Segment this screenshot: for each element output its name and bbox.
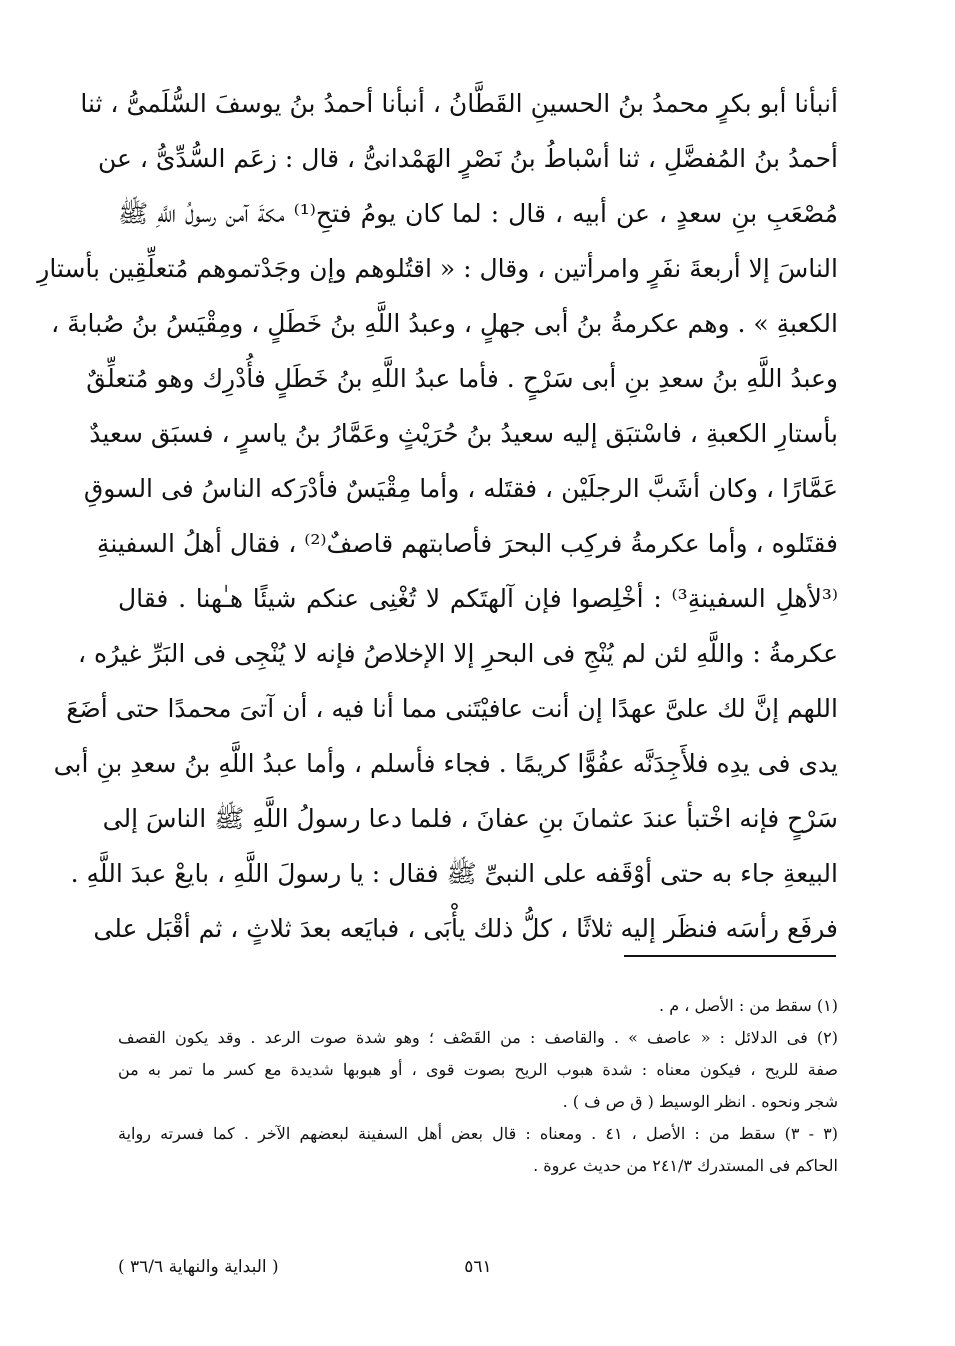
main-text-block (37, 76, 838, 956)
text-line: الناسَ إلا أربعةَ نفَرٍ وامرأتين ، وقال : « اقتُلوهم وإن وجَدْتموهم مُتعلِّقِين بأستارِ (37, 254, 838, 283)
footnotes-block (118, 990, 838, 1182)
footnote-line: (١) سقط من : الأصل ، م . (659, 996, 838, 1015)
footnote-line: شجر ونحوه . انظر الوسيط ( ق ص ف ) . (562, 1092, 838, 1111)
text-line: اللهم إنَّ لك علىَّ عهدًا إن أنت عافيْتَنى مما أنا فيه ، أن آتىَ محمدًا حتى أضَعَ (66, 694, 838, 723)
source-reference: ( البداية والنهاية ٣٦/٦ ) (118, 1257, 279, 1277)
text-line: البيعةِ جاء به حتى أوْقَفه على النبىِّ ﷺ فقال : يا رسولَ اللَّهِ ، بايعْ عبدَ اللَّهِ . (70, 859, 838, 888)
text-line: عَمَّارًا ، وكان أشَبَّ الرجلَيْن ، فقتَله ، وأما مِقْيَسٌ فأدْرَكه الناسُ فى السوقِ (83, 474, 838, 503)
text-line: بأستارِ الكعبةِ ، فاسْتبَق إليه سعيدُ بنُ حُرَيْثٍ وعَمَّارُ بنُ ياسرٍ ، فسبَق سعيدٌ (89, 419, 838, 448)
page-number: ٥٦١ (464, 1257, 492, 1277)
text-line: وعبدُ اللَّهِ بنُ سعدِ بنِ أبى سَرْحٍ . فأما عبدُ اللَّهِ بنُ خَطَلٍ فأُدْرِك وهو مُتعلِّقٌ (86, 364, 838, 393)
text-line: فقتَلوه ، وأما عكرمةُ فركِب البحرَ فأصابتهم قاصفٌ⁽²⁾ ، فقال أهلُ السفينةِ (96, 529, 838, 558)
footnote-line: (٢) فى الدلائل : « عاصف » . والقاصف : من القَصْف ؛ وهو شدة صوت الرعد . وقد يكون القصف (118, 1028, 838, 1047)
text-line: فرفَع رأسَه فنظَر إليه ثلاثًا ، كلُّ ذلك يأْبَى ، فبايَعه بعدَ ثلاثٍ ، ثم أقْبَل على (93, 914, 838, 943)
text-line: يدى فى يدِه فلأَجِدَنَّه عفُوًّا كريمًا . فجاء فأسلم ، وأما عبدُ اللَّهِ بنُ سعدِ بنِ أبى (53, 749, 838, 778)
text-line: ⁽³لأهلِ السفينةِ³⁾ : أخْلِصوا فإن آلهتَكم لا تُغْنِى عنكم شيئًا هـٰهنا . فقال (118, 584, 838, 613)
footnote-line: الحاكم فى المستدرك ٢٤١/٣ من حديث عروة . (533, 1156, 838, 1175)
text-line: مُصْعَبِ بنِ سعدٍ ، عن أبيه ، قال : لما كان يومُ فتحِ⁽¹⁾ مكةَ آمن رسولُ اللَّهِ ﷺ (118, 199, 838, 228)
text-line: الكعبةِ » . وهم عكرمةُ بنُ أبى جهلٍ ، وعبدُ اللَّهِ بنُ خَطَلٍ ، ومِقْيَسُ بنُ صُبابةَ ، (51, 309, 838, 338)
text-line: سَرْحٍ فإنه اخْتبأ عندَ عثمانَ بنِ عفانَ ، فلما دعا رسولُ اللَّهِ ﷺ الناسَ إلى (102, 804, 838, 833)
text-line: عكرمةُ : واللَّهِ لئن لم يُنْجِ فى البحرِ إلا الإخلاصُ فإنه لا يُنْجِى فى البَرِّ غيرُه ، (77, 639, 838, 668)
footnote-divider (624, 955, 836, 957)
text-line: أحمدُ بنُ المُفضَّلِ ، ثنا أسْباطُ بنُ نَصْرٍ الهَمْدانىُّ ، قال : زعَم السُّدِّىُّ ، عن (97, 144, 838, 173)
footnote-line: (٣ - ٣) سقط من : الأصل ، ٤١ . ومعناه : قال بعض أهل السفينة لبعضهم الآخر . كما فسرته رواية (118, 1124, 839, 1143)
footnote-line: صفة للريح ، فيكون معناه : شدة هبوب الريح بصوت قوى ، أو هبوبها شديدة مع كسر ما تمر به من (118, 1060, 838, 1079)
text-line: أنبأنا أبو بكرٍ محمدُ بنُ الحسينِ القَطَّانُ ، أنبأنا أحمدُ بنُ يوسفَ السُّلَمىُّ ، ثنا (80, 89, 838, 118)
